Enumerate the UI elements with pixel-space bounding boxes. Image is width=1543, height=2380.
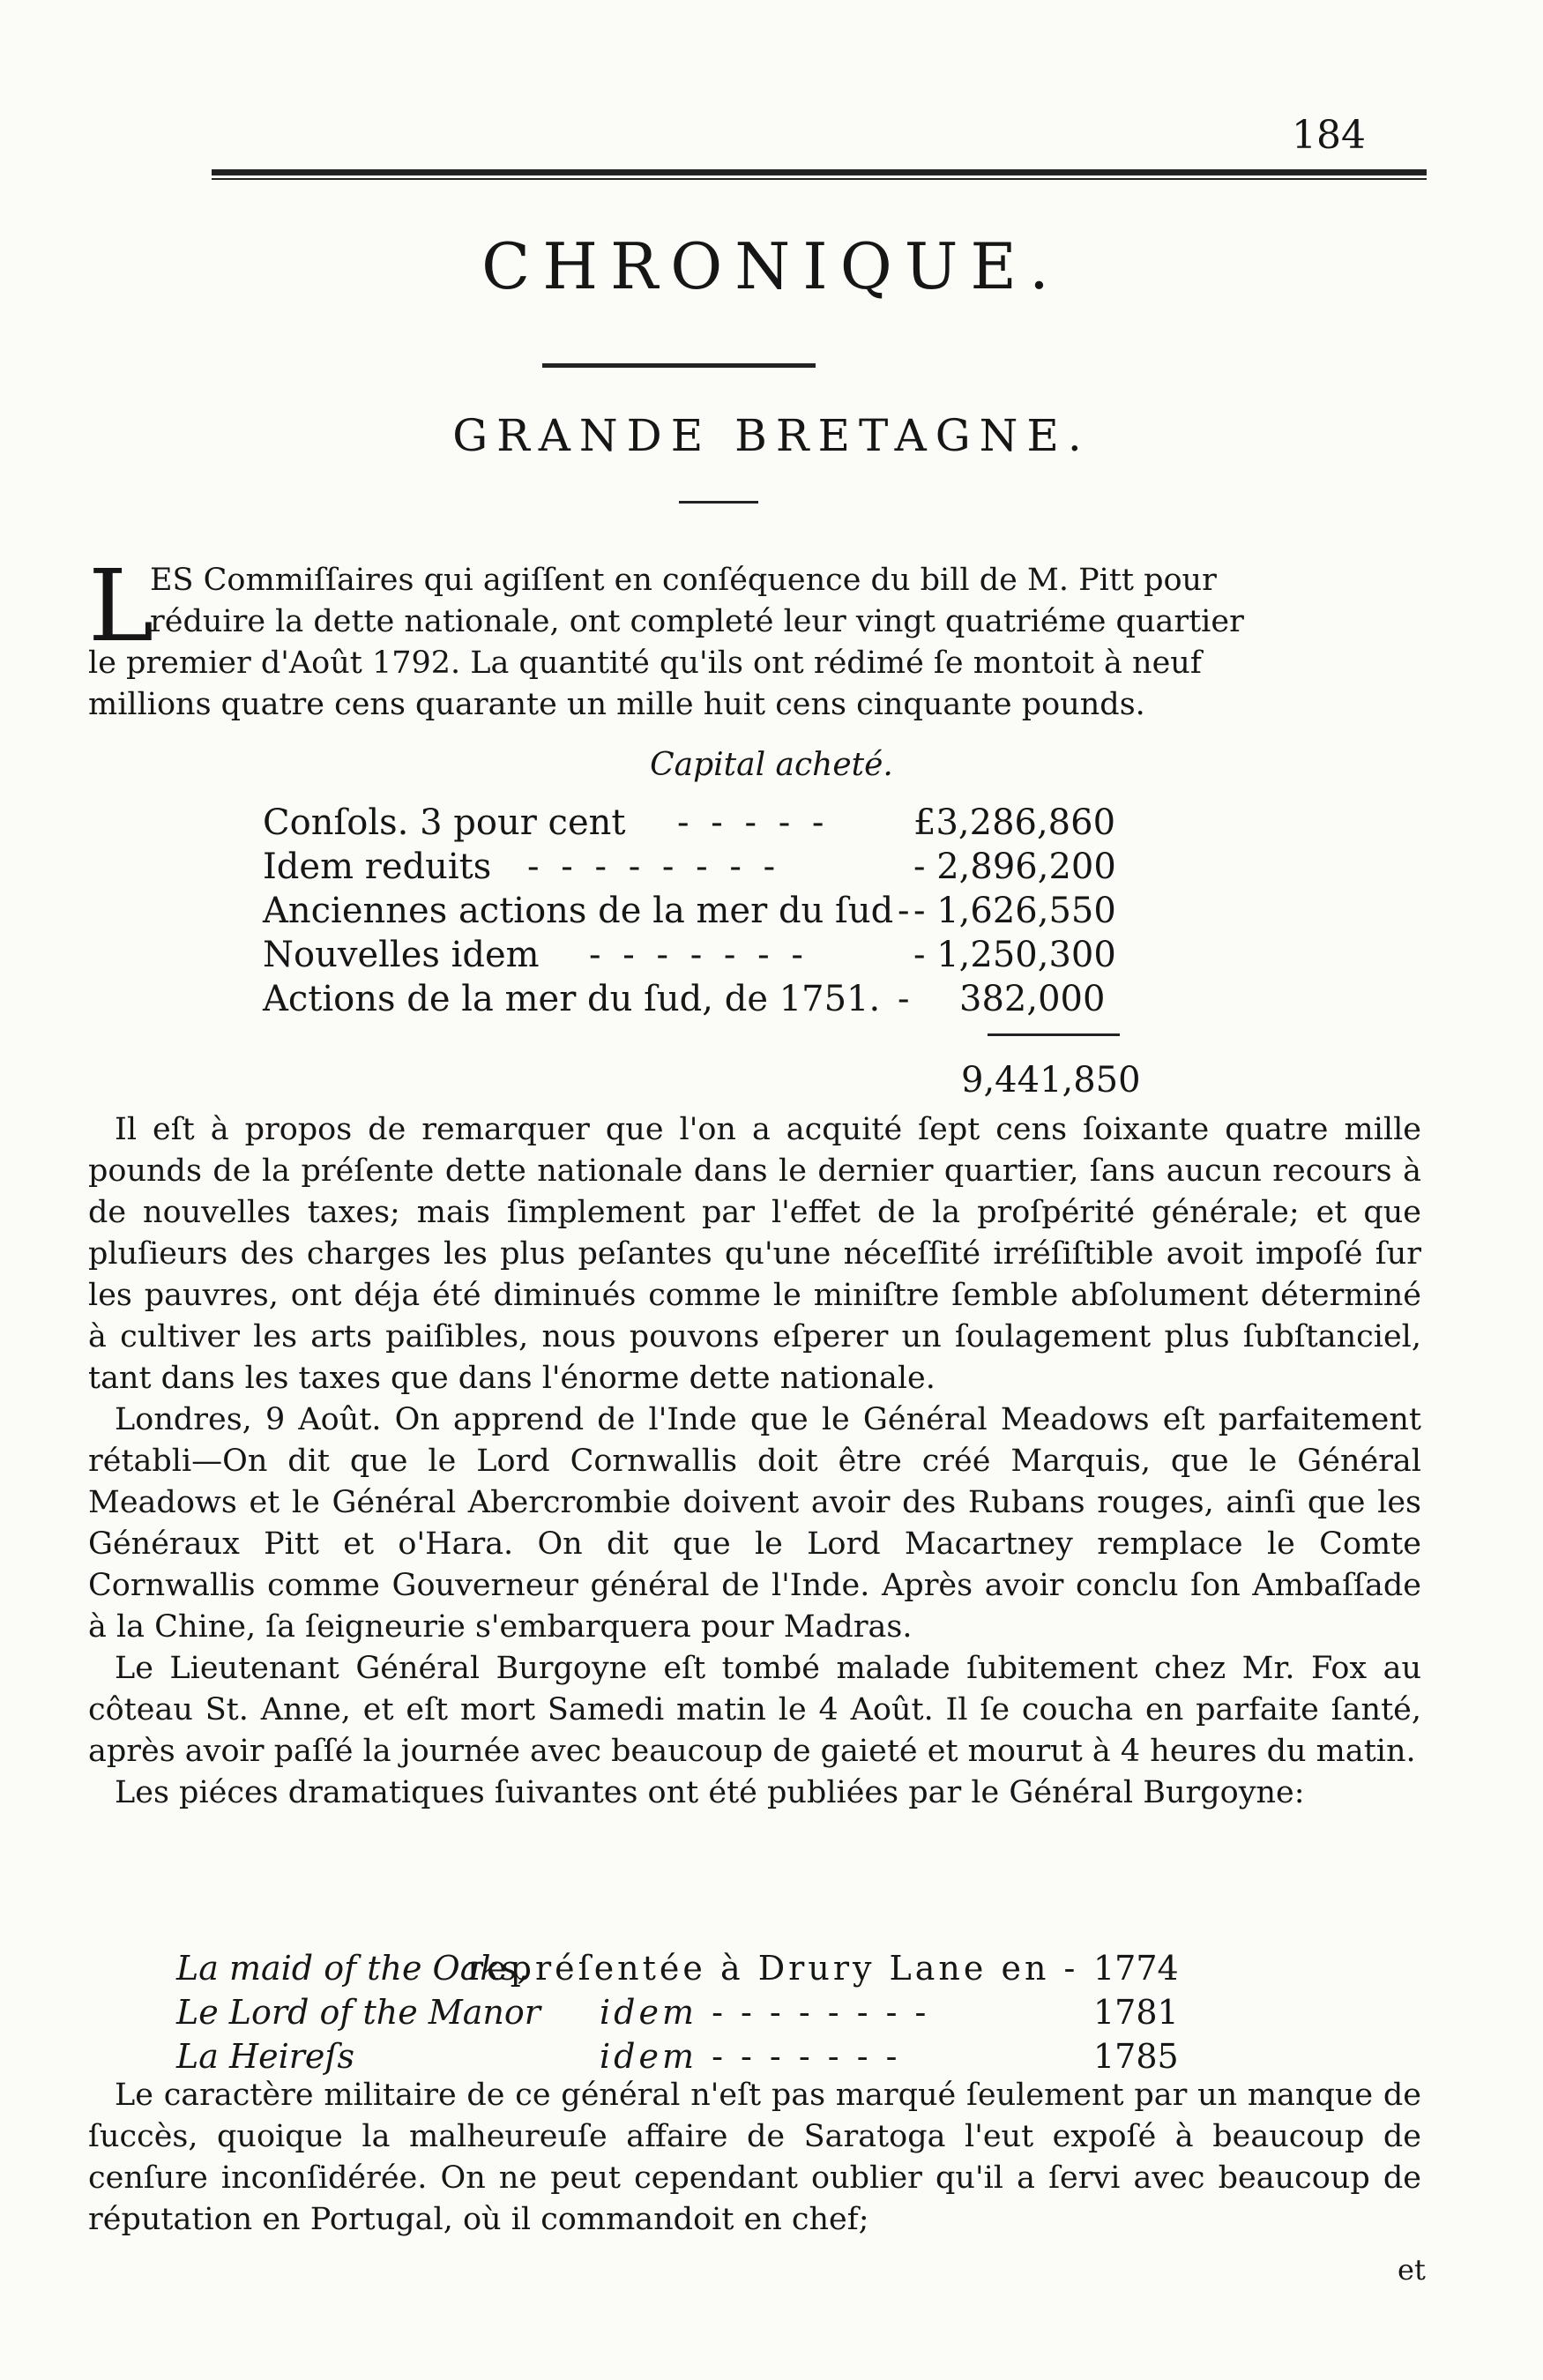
- paragraph: Le caractère militaire de ce général n'eſt pas marqué ſeulement par un manque de ſuccès, quoique la malheureuſe affaire de Saratoga l'eut expoſé à beaucoup de cenſure inconſidérée. On ne peut cependant oublier qu'il a ſervi avec beaucoup de réputation en Portugal, où il commandoit en chef;: [88, 2078, 1421, 2237]
- play-row: [176, 1993, 1323, 2037]
- ledger-label: Conſols. 3 pour cent: [263, 802, 626, 843]
- play-note-text: idem: [600, 2037, 697, 2076]
- paragraph: Les piéces dramatiques ſuivantes ont été publiées par le Général Burgoyne:: [115, 1775, 1305, 1810]
- ledger-amount: - 1,626,550: [913, 891, 1116, 931]
- ledger-title: Capital acheté.: [650, 747, 893, 783]
- ledger-amount: - 1,250,300: [913, 935, 1116, 975]
- paragraph: Il eſt à propos de remarquer que l'on a acquité ſept cens ſoixante quatre mille pounds de la préſente dette nationale dans le dernier quartier, ſans aucun recours à de nouvelles taxes; mais ſimplement par l'effet de la proſpérité générale; et que pluſieurs des charges les plus peſantes qu'une néceſſité irréſiſtible avoit impoſé ſur les pauvres, ont déja été diminués comme le miniſtre ſemble abſolument déterminé à cultiver les arts paiſibles, nous pouvons eſperer un ſoulagement plus ſubſtanciel, tant dans les taxes que dans l'énorme dette nationale.: [88, 1112, 1421, 1396]
- plays-list: [176, 1949, 1323, 2081]
- ledger-row: [263, 847, 1215, 891]
- section-divider: [679, 501, 758, 504]
- ledger-leader: - - - - - - -: [589, 935, 809, 975]
- ledger-row: [263, 979, 1215, 1023]
- play-note: [467, 1949, 1078, 1988]
- play-note-text: idem: [600, 1993, 697, 2032]
- ledger-leader: - - - - - - - -: [527, 847, 781, 887]
- intro-line: ES Commiſſaires qui agiſſent en conſéquence du bill de M. Pitt pour: [150, 563, 1217, 598]
- catchword: et: [1398, 2253, 1426, 2287]
- top-rule: [212, 169, 1427, 180]
- ledger-label: Nouvelles idem: [263, 935, 540, 975]
- ledger-total: 9,441,850: [961, 1060, 1141, 1100]
- play-note: [600, 2037, 900, 2076]
- ledger-label: Anciennes actions de la mer du ſud: [263, 891, 894, 931]
- intro-line: réduire la dette nationale, ont completé leur vingt quatriéme quartier: [150, 604, 1244, 639]
- play-leader: - - - - - - -: [712, 2037, 901, 2076]
- intro-paragraph: [88, 560, 1424, 726]
- intro-line: le premier d'Août 1792. La quantité qu'ils ont rédimé ſe montoit à neuf: [88, 645, 1202, 681]
- play-note-text: repréſentée à Drury Lane en: [467, 1949, 1050, 1988]
- play-year: 1785: [1093, 2037, 1179, 2076]
- ledger-amount: - 2,896,200: [913, 847, 1116, 887]
- play-year: 1781: [1093, 1993, 1179, 2032]
- section-title: GRANDE BRETAGNE.: [452, 410, 1091, 461]
- play-title: Le Lord of the Manor: [176, 1993, 540, 2032]
- play-title: La Heireſs: [176, 2037, 354, 2076]
- play-leader: - - - - - - - -: [712, 1993, 930, 2032]
- ledger-row: [263, 891, 1215, 935]
- ledger-leader: -: [898, 891, 915, 931]
- closing-text: [88, 2075, 1421, 2241]
- play-row: [176, 1949, 1323, 1993]
- ledger-leader: - - - - -: [677, 802, 830, 843]
- ledger-amount: £3,286,860: [913, 802, 1116, 843]
- play-title: La maid of the Oaks,: [176, 1949, 528, 1988]
- ledger-label: Actions de la mer du ſud, de 1751.: [263, 979, 881, 1019]
- ledger-row: [263, 935, 1215, 979]
- page-number: 184: [1292, 113, 1366, 158]
- play-year: 1774: [1093, 1949, 1179, 1988]
- body-text: [88, 1109, 1421, 1814]
- total-rule: [988, 1033, 1120, 1036]
- ledger-amount: 382,000: [959, 979, 1106, 1019]
- ledger-row: [263, 802, 1215, 847]
- title-divider: [542, 363, 816, 368]
- page-title: CHRONIQUE.: [481, 229, 1062, 303]
- drop-cap: L: [88, 549, 154, 664]
- play-note: [600, 1993, 929, 2032]
- ledger-leader: -: [898, 979, 915, 1019]
- ledger-label: Idem reduits: [263, 847, 492, 887]
- paragraph: Le Lieutenant Général Burgoyne eſt tombé malade ſubitement chez Mr. Fox au côteau St. Anne, et eſt mort Samedi matin le 4 Août. Il ſe coucha en parfaite ſanté, après avoir paſſé la journée avec beaucoup de gaieté et mourut à 4 heures du matin.: [88, 1651, 1421, 1769]
- play-leader: -: [1063, 1949, 1079, 1988]
- paragraph: Londres, 9 Août. On apprend de l'Inde que le Général Meadows eſt parfaitement rétabli—On dit que le Lord Cornwallis doit être créé Marquis, que le Général Meadows et le Général Abercrombie doivent avoir des Rubans rouges, ainſi que les Généraux Pitt et o'Hara. On dit que le Lord Macartney remplace le Comte Cornwallis comme Gouverneur général de l'Inde. Après avoir conclu ſon Ambaſſade à la Chine, ſa ſeigneurie s'embarquera pour Madras.: [88, 1402, 1421, 1645]
- ledger-table: [263, 802, 1215, 1023]
- intro-line: millions quatre cens quarante un mille huit cens cinquante pounds.: [88, 687, 1145, 722]
